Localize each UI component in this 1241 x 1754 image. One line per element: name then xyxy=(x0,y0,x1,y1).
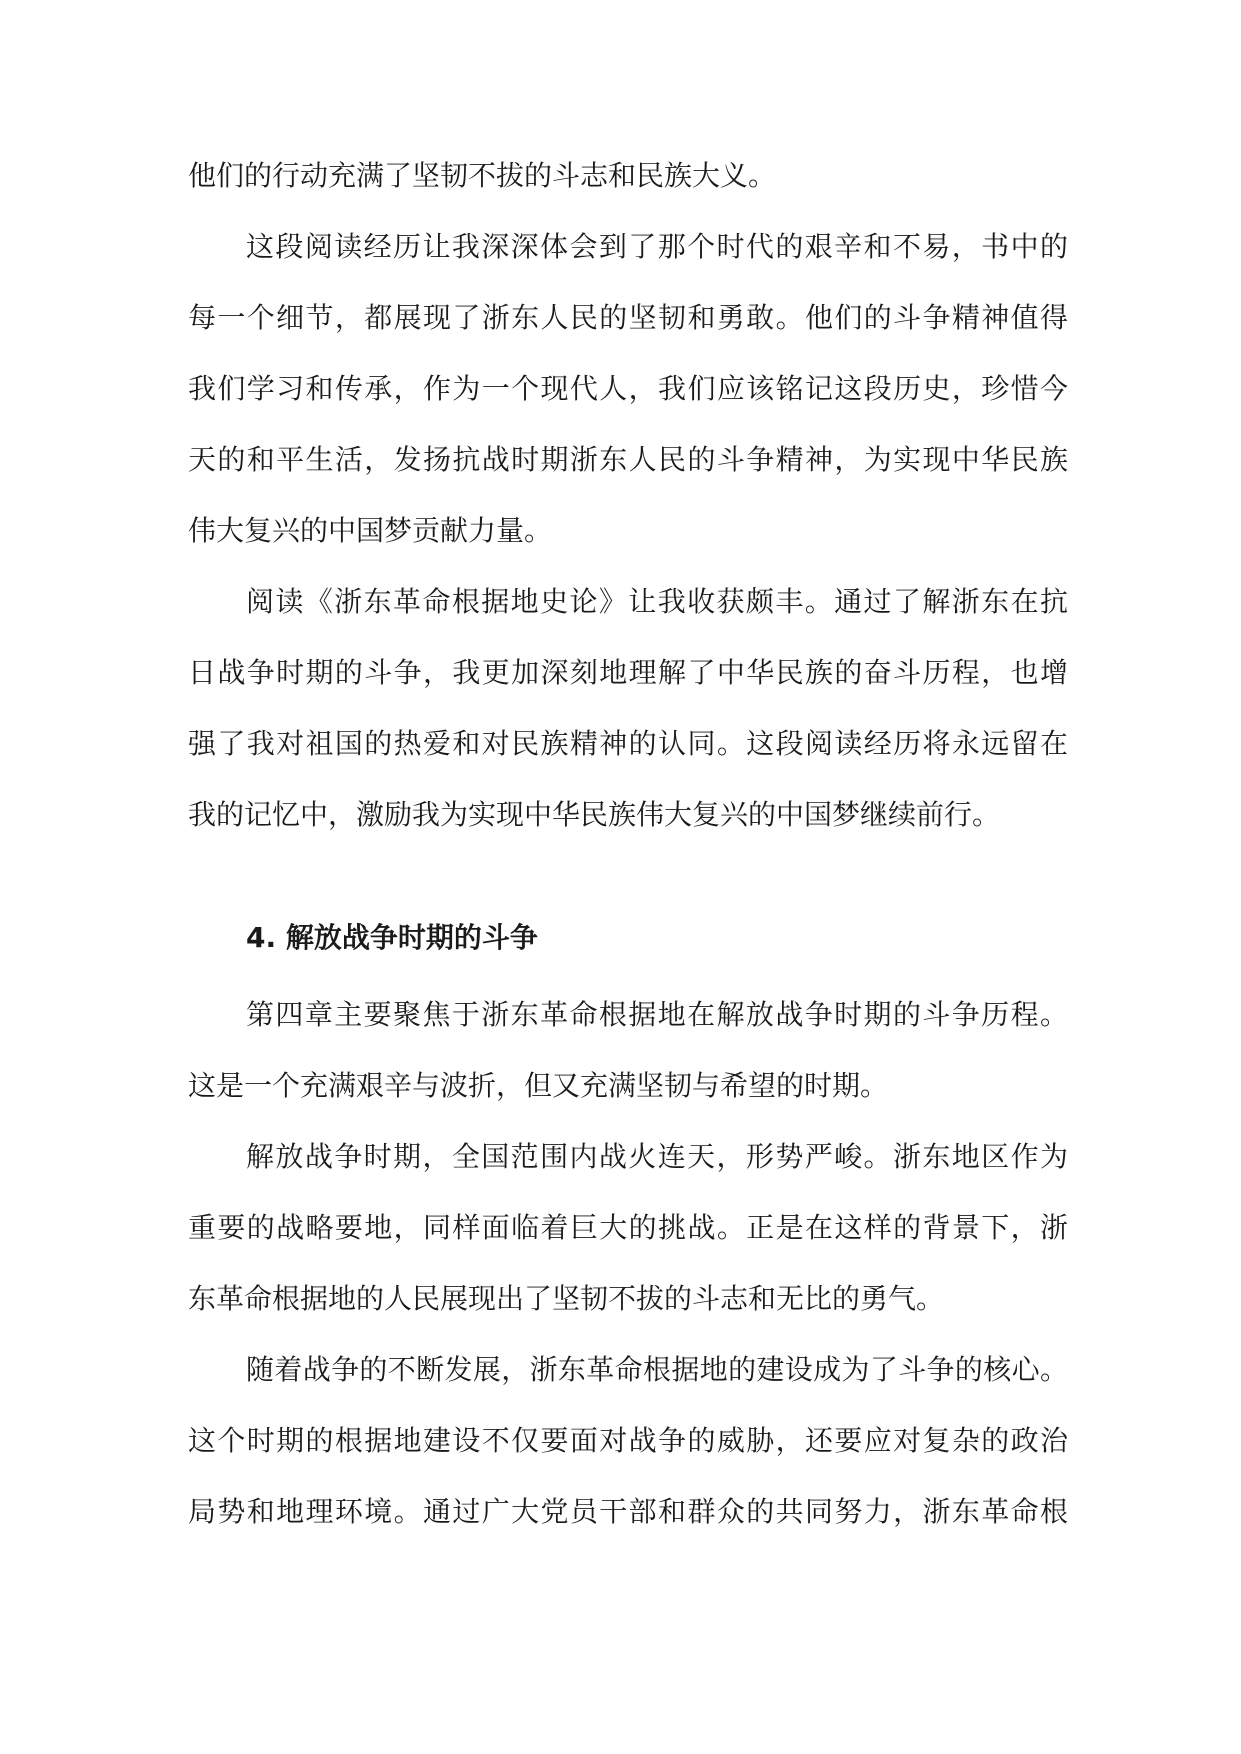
text-line: 我的记忆中，激励我为实现中华民族伟大复兴的中国梦继续前行。 xyxy=(188,798,1001,831)
text-line: 日战争时期的斗争，我更加深刻地理解了中华民族的奋斗历程，也增 xyxy=(188,656,1068,689)
text-line: 这个时期的根据地建设不仅要面对战争的威胁，还要应对复杂的政治 xyxy=(188,1424,1068,1457)
text-line: 解放战争时期，全国范围内战火连天，形势严峻。浙东地区作为 xyxy=(246,1140,1068,1173)
text-line: 东革命根据地的人民展现出了坚韧不拔的斗志和无比的勇气。 xyxy=(188,1282,945,1315)
text-line: 阅读《浙东革命根据地史论》让我收获颇丰。通过了解浙东在抗 xyxy=(246,585,1068,618)
text-line: 随着战争的不断发展，浙东革命根据地的建设成为了斗争的核心。 xyxy=(246,1353,1068,1386)
text-line: 第四章主要聚焦于浙东革命根据地在解放战争时期的斗争历程。 xyxy=(246,998,1068,1031)
text-line: 每一个细节，都展现了浙东人民的坚韧和勇敢。他们的斗争精神值得 xyxy=(188,301,1068,334)
section-heading: 4. 解放战争时期的斗争 xyxy=(246,921,538,954)
text-line: 天的和平生活，发扬抗战时期浙东人民的斗争精神，为实现中华民族 xyxy=(188,443,1068,476)
text-line: 重要的战略要地，同样面临着巨大的挑战。正是在这样的背景下，浙 xyxy=(188,1211,1068,1244)
text-line: 我们学习和传承，作为一个现代人，我们应该铭记这段历史，珍惜今 xyxy=(188,372,1068,405)
text-line: 强了我对祖国的热爱和对民族精神的认同。这段阅读经历将永远留在 xyxy=(188,727,1068,760)
text-line: 他们的行动充满了坚韧不拔的斗志和民族大义。 xyxy=(188,159,777,192)
text-line: 伟大复兴的中国梦贡献力量。 xyxy=(188,514,553,547)
text-line: 这是一个充满艰辛与波折，但又充满坚韧与希望的时期。 xyxy=(188,1069,889,1102)
text-line: 局势和地理环境。通过广大党员干部和群众的共同努力，浙东革命根 xyxy=(188,1495,1068,1528)
text-line: 这段阅读经历让我深深体会到了那个时代的艰辛和不易，书中的 xyxy=(246,230,1068,263)
